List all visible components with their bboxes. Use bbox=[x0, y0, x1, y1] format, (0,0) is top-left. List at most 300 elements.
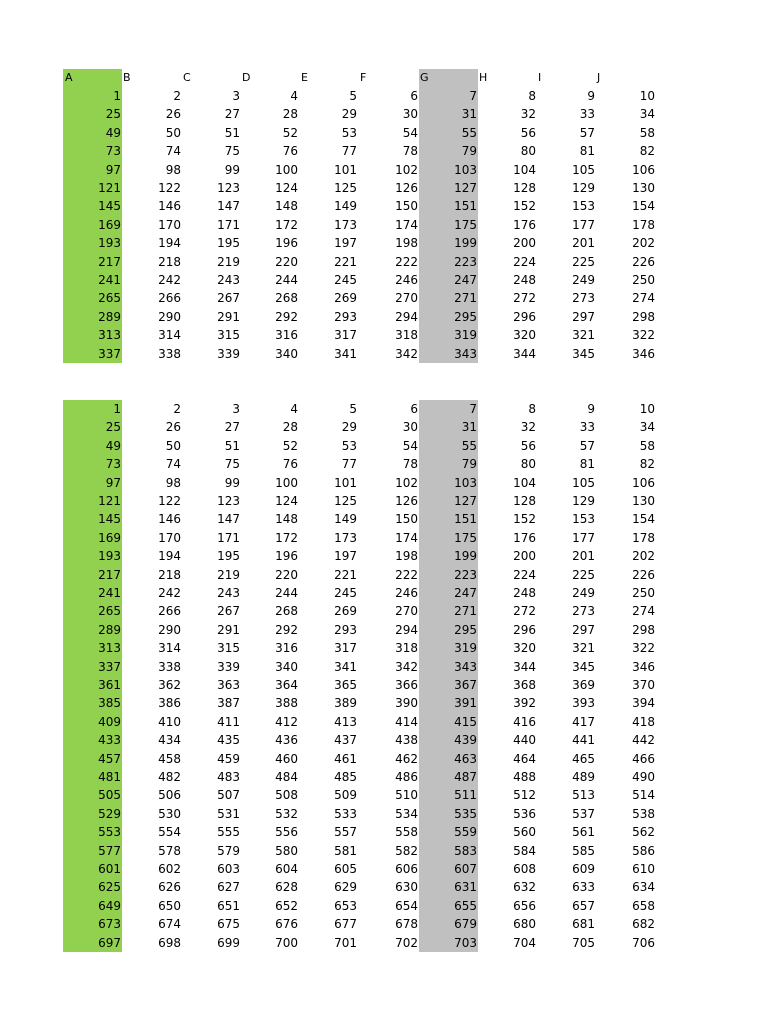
table1-cell[interactable]: 271 bbox=[454, 291, 477, 306]
table1-cell[interactable]: 29 bbox=[341, 107, 357, 122]
table1-cell[interactable]: 199 bbox=[454, 236, 477, 251]
table2-cell[interactable]: 681 bbox=[572, 917, 595, 932]
table1-cell[interactable]: 273 bbox=[572, 291, 595, 306]
table1-cell[interactable]: 123 bbox=[217, 181, 240, 195]
table2-cell[interactable]: 266 bbox=[158, 604, 181, 619]
table2-cell[interactable]: 554 bbox=[158, 825, 181, 840]
table1-cell[interactable]: 290 bbox=[158, 309, 181, 324]
table1-cell[interactable]: 9 bbox=[587, 89, 595, 103]
table1-cell[interactable]: 218 bbox=[158, 254, 181, 269]
table2-cell[interactable]: 149 bbox=[334, 512, 357, 527]
table1-cell[interactable]: 30 bbox=[402, 107, 418, 122]
table2-cell[interactable]: 245 bbox=[334, 586, 357, 600]
table2-cell[interactable]: 368 bbox=[513, 678, 536, 692]
table1-cell[interactable]: 32 bbox=[520, 107, 536, 122]
table1-cell[interactable]: 267 bbox=[217, 291, 240, 306]
table2-cell[interactable]: 292 bbox=[275, 622, 298, 637]
table2-cell[interactable]: 270 bbox=[395, 604, 418, 619]
table2-cell[interactable]: 246 bbox=[395, 586, 418, 600]
table2-cell[interactable]: 699 bbox=[217, 935, 240, 950]
table2-cell[interactable]: 294 bbox=[395, 622, 418, 637]
table2-cell[interactable]: 295 bbox=[454, 622, 477, 637]
table1-cell[interactable]: 175 bbox=[454, 217, 477, 232]
table1-cell[interactable]: 339 bbox=[217, 346, 240, 361]
table2-cell[interactable]: 631 bbox=[454, 880, 477, 895]
table1-cell[interactable]: 149 bbox=[334, 199, 357, 214]
table2-cell[interactable]: 678 bbox=[395, 917, 418, 932]
table2-cell[interactable]: 538 bbox=[632, 806, 655, 821]
table2-cell[interactable]: 652 bbox=[275, 898, 298, 913]
table1-cell[interactable]: 98 bbox=[165, 162, 181, 177]
table2-cell[interactable]: 154 bbox=[632, 512, 655, 527]
table2-cell[interactable]: 106 bbox=[632, 475, 655, 490]
table2-cell[interactable]: 484 bbox=[275, 770, 298, 784]
table2-cell[interactable]: 363 bbox=[217, 678, 240, 692]
table2-cell[interactable]: 54 bbox=[402, 438, 418, 453]
table2-cell[interactable]: 415 bbox=[454, 714, 477, 729]
table2-cell[interactable]: 123 bbox=[217, 494, 240, 508]
table1-cell[interactable]: 77 bbox=[341, 144, 357, 159]
table2-cell[interactable]: 121 bbox=[98, 494, 121, 508]
table2-cell[interactable]: 437 bbox=[334, 733, 357, 748]
table2-cell[interactable]: 677 bbox=[334, 917, 357, 932]
table1-cell[interactable]: 54 bbox=[402, 125, 418, 140]
table2-cell[interactable]: 385 bbox=[98, 696, 121, 711]
table1-cell[interactable]: 151 bbox=[454, 199, 477, 214]
table1-cell[interactable]: 79 bbox=[461, 144, 477, 159]
table1-cell[interactable]: 243 bbox=[217, 273, 240, 287]
table2-cell[interactable]: 32 bbox=[520, 420, 536, 435]
table1-cell[interactable]: 100 bbox=[275, 162, 298, 177]
table2-cell[interactable]: 679 bbox=[454, 917, 477, 932]
table2-cell[interactable]: 150 bbox=[395, 512, 418, 527]
table2-cell[interactable]: 272 bbox=[513, 604, 536, 619]
table2-cell[interactable]: 490 bbox=[632, 770, 655, 784]
table2-cell[interactable]: 73 bbox=[105, 457, 121, 472]
table1-cell[interactable]: 201 bbox=[572, 236, 595, 251]
table1-cell[interactable]: 241 bbox=[98, 273, 121, 287]
table2-cell[interactable]: 577 bbox=[98, 843, 121, 858]
table1-cell[interactable]: 3 bbox=[232, 89, 240, 103]
table2-cell[interactable]: 197 bbox=[334, 549, 357, 564]
table2-cell[interactable]: 459 bbox=[217, 751, 240, 766]
table2-cell[interactable]: 579 bbox=[217, 843, 240, 858]
table2-cell[interactable]: 242 bbox=[158, 586, 181, 600]
table2-cell[interactable]: 704 bbox=[513, 935, 536, 950]
table2-cell[interactable]: 226 bbox=[632, 567, 655, 582]
table2-cell[interactable]: 125 bbox=[334, 494, 357, 508]
table2-cell[interactable]: 34 bbox=[639, 420, 655, 435]
table2-cell[interactable]: 555 bbox=[217, 825, 240, 840]
table1-cell[interactable]: 56 bbox=[520, 125, 536, 140]
table2-cell[interactable]: 532 bbox=[275, 806, 298, 821]
table2-cell[interactable]: 101 bbox=[334, 475, 357, 490]
table1-cell[interactable]: 292 bbox=[275, 309, 298, 324]
table2-cell[interactable]: 530 bbox=[158, 806, 181, 821]
table1-cell[interactable]: 298 bbox=[632, 309, 655, 324]
table1-cell[interactable]: 124 bbox=[275, 181, 298, 195]
table2-cell[interactable]: 653 bbox=[334, 898, 357, 913]
table2-cell[interactable]: 247 bbox=[454, 586, 477, 600]
table1-cell[interactable]: 249 bbox=[572, 273, 595, 287]
table2-cell[interactable]: 413 bbox=[334, 714, 357, 729]
table2-cell[interactable]: 700 bbox=[275, 935, 298, 950]
table2-cell[interactable]: 533 bbox=[334, 806, 357, 821]
table2-cell[interactable]: 224 bbox=[513, 567, 536, 582]
table2-cell[interactable]: 418 bbox=[632, 714, 655, 729]
table2-cell[interactable]: 222 bbox=[395, 567, 418, 582]
table2-cell[interactable]: 322 bbox=[632, 641, 655, 656]
table2-cell[interactable]: 153 bbox=[572, 512, 595, 527]
table2-cell[interactable]: 49 bbox=[105, 438, 121, 453]
table2-cell[interactable]: 675 bbox=[217, 917, 240, 932]
table1-cell[interactable]: 52 bbox=[282, 125, 298, 140]
table1-cell[interactable]: 78 bbox=[402, 144, 418, 159]
table2-cell[interactable]: 414 bbox=[395, 714, 418, 729]
table2-cell[interactable]: 388 bbox=[275, 696, 298, 711]
table2-cell[interactable]: 195 bbox=[217, 549, 240, 564]
table2-cell[interactable]: 676 bbox=[275, 917, 298, 932]
table2-cell[interactable]: 537 bbox=[572, 806, 595, 821]
table2-cell[interactable]: 362 bbox=[158, 678, 181, 692]
table2-cell[interactable]: 58 bbox=[639, 438, 655, 453]
table2-cell[interactable]: 291 bbox=[217, 622, 240, 637]
table2-cell[interactable]: 634 bbox=[632, 880, 655, 895]
table1-cell[interactable]: 321 bbox=[572, 328, 595, 343]
table1-cell[interactable]: 177 bbox=[572, 217, 595, 232]
table1-cell[interactable]: 8 bbox=[528, 89, 536, 103]
table1-cell[interactable]: 221 bbox=[334, 254, 357, 269]
table2-cell[interactable]: 28 bbox=[282, 420, 298, 435]
table2-cell[interactable]: 129 bbox=[572, 494, 595, 508]
table2-cell[interactable]: 340 bbox=[275, 659, 298, 674]
table2-cell[interactable]: 370 bbox=[632, 678, 655, 692]
table2-cell[interactable]: 126 bbox=[395, 494, 418, 508]
table2-cell[interactable]: 27 bbox=[224, 420, 240, 435]
table1-cell[interactable]: 346 bbox=[632, 346, 655, 361]
table1-cell[interactable]: 220 bbox=[275, 254, 298, 269]
table2-cell[interactable]: 463 bbox=[454, 751, 477, 766]
table2-cell[interactable]: 314 bbox=[158, 641, 181, 656]
table1-cell[interactable]: 7 bbox=[469, 89, 477, 103]
table2-cell[interactable]: 583 bbox=[454, 843, 477, 858]
table2-cell[interactable]: 289 bbox=[98, 622, 121, 637]
table2-cell[interactable]: 175 bbox=[454, 530, 477, 545]
table1-cell[interactable]: 316 bbox=[275, 328, 298, 343]
table2-cell[interactable]: 293 bbox=[334, 622, 357, 637]
table2-cell[interactable]: 130 bbox=[632, 494, 655, 508]
table2-cell[interactable]: 409 bbox=[98, 714, 121, 729]
table1-cell[interactable]: 246 bbox=[395, 273, 418, 287]
table1-cell[interactable]: 315 bbox=[217, 328, 240, 343]
table2-cell[interactable]: 464 bbox=[513, 751, 536, 766]
table1-cell[interactable]: 28 bbox=[282, 107, 298, 122]
table2-cell[interactable]: 176 bbox=[513, 530, 536, 545]
table2-cell[interactable]: 607 bbox=[454, 862, 477, 876]
table2-cell[interactable]: 605 bbox=[334, 862, 357, 876]
table1-cell[interactable]: 31 bbox=[461, 107, 477, 122]
table1-cell[interactable]: 55 bbox=[461, 125, 477, 140]
table2-cell[interactable]: 249 bbox=[572, 586, 595, 600]
table2-cell[interactable]: 274 bbox=[632, 604, 655, 619]
table1-cell[interactable]: 297 bbox=[572, 309, 595, 324]
table2-cell[interactable]: 673 bbox=[98, 917, 121, 932]
table1-cell[interactable]: 198 bbox=[395, 236, 418, 251]
table2-cell[interactable]: 556 bbox=[275, 825, 298, 840]
table2-cell[interactable]: 81 bbox=[579, 457, 595, 472]
table2-cell[interactable]: 649 bbox=[98, 898, 121, 913]
table1-cell[interactable]: 317 bbox=[334, 328, 357, 343]
table2-cell[interactable]: 290 bbox=[158, 622, 181, 637]
table2-cell[interactable]: 442 bbox=[632, 733, 655, 748]
table1-cell[interactable]: 49 bbox=[105, 125, 121, 140]
table1-cell[interactable]: 82 bbox=[639, 144, 655, 159]
table2-cell[interactable]: 243 bbox=[217, 586, 240, 600]
table2-cell[interactable]: 341 bbox=[334, 659, 357, 674]
table1-cell[interactable]: 322 bbox=[632, 328, 655, 343]
table2-cell[interactable]: 650 bbox=[158, 898, 181, 913]
table1-cell[interactable]: 178 bbox=[632, 217, 655, 232]
table2-cell[interactable]: 390 bbox=[395, 696, 418, 711]
table2-cell[interactable]: 320 bbox=[513, 641, 536, 656]
table2-cell[interactable]: 629 bbox=[334, 880, 357, 895]
table2-cell[interactable]: 559 bbox=[454, 825, 477, 840]
table1-cell[interactable]: 34 bbox=[639, 107, 655, 122]
table2-cell[interactable]: 483 bbox=[217, 770, 240, 784]
table2-cell[interactable]: 196 bbox=[275, 549, 298, 564]
table2-cell[interactable]: 100 bbox=[275, 475, 298, 490]
table2-cell[interactable]: 361 bbox=[98, 678, 121, 692]
table1-cell[interactable]: 247 bbox=[454, 273, 477, 287]
table2-cell[interactable]: 339 bbox=[217, 659, 240, 674]
table1-cell[interactable]: 265 bbox=[98, 291, 121, 306]
table2-cell[interactable]: 705 bbox=[572, 935, 595, 950]
table2-cell[interactable]: 223 bbox=[454, 567, 477, 582]
table2-cell[interactable]: 29 bbox=[341, 420, 357, 435]
table2-cell[interactable]: 6 bbox=[410, 402, 418, 416]
table1-cell[interactable]: 222 bbox=[395, 254, 418, 269]
table2-cell[interactable]: 99 bbox=[224, 475, 240, 490]
table2-cell[interactable]: 344 bbox=[513, 659, 536, 674]
table1-cell[interactable]: 289 bbox=[98, 309, 121, 324]
table1-cell[interactable]: 244 bbox=[275, 273, 298, 287]
table1-cell[interactable]: 295 bbox=[454, 309, 477, 324]
table2-cell[interactable]: 536 bbox=[513, 806, 536, 821]
table1-cell[interactable]: 10 bbox=[639, 89, 655, 103]
table1-cell[interactable]: 196 bbox=[275, 236, 298, 251]
table1-cell[interactable]: 106 bbox=[632, 162, 655, 177]
table2-cell[interactable]: 265 bbox=[98, 604, 121, 619]
table1-cell[interactable]: 27 bbox=[224, 107, 240, 122]
table1-cell[interactable]: 217 bbox=[98, 254, 121, 269]
table2-cell[interactable]: 411 bbox=[217, 714, 240, 729]
table1-cell[interactable]: 1 bbox=[113, 89, 121, 103]
table2-cell[interactable]: 703 bbox=[454, 935, 477, 950]
table1-cell[interactable]: 266 bbox=[158, 291, 181, 306]
table1-cell[interactable]: 103 bbox=[454, 162, 477, 177]
table2-cell[interactable]: 97 bbox=[105, 475, 121, 490]
table2-cell[interactable]: 482 bbox=[158, 770, 181, 784]
table1-cell[interactable]: 274 bbox=[632, 291, 655, 306]
table1-cell[interactable]: 121 bbox=[98, 181, 121, 195]
table2-cell[interactable]: 169 bbox=[98, 530, 121, 545]
table2-cell[interactable]: 441 bbox=[572, 733, 595, 748]
table2-cell[interactable]: 366 bbox=[395, 678, 418, 692]
table2-cell[interactable]: 584 bbox=[513, 843, 536, 858]
table1-cell[interactable]: 173 bbox=[334, 217, 357, 232]
table2-cell[interactable]: 656 bbox=[513, 898, 536, 913]
table1-cell[interactable]: 99 bbox=[224, 162, 240, 177]
table2-cell[interactable]: 225 bbox=[572, 567, 595, 582]
table2-cell[interactable]: 105 bbox=[572, 475, 595, 490]
table2-cell[interactable]: 434 bbox=[158, 733, 181, 748]
table2-cell[interactable]: 529 bbox=[98, 806, 121, 821]
table2-cell[interactable]: 52 bbox=[282, 438, 298, 453]
table1-cell[interactable]: 313 bbox=[98, 328, 121, 343]
table1-cell[interactable]: 50 bbox=[165, 125, 181, 140]
table2-cell[interactable]: 174 bbox=[395, 530, 418, 545]
table1-cell[interactable]: 193 bbox=[98, 236, 121, 251]
table2-cell[interactable]: 201 bbox=[572, 549, 595, 564]
table2-cell[interactable]: 80 bbox=[520, 457, 536, 472]
table2-cell[interactable]: 578 bbox=[158, 843, 181, 858]
table2-cell[interactable]: 657 bbox=[572, 898, 595, 913]
table2-cell[interactable]: 466 bbox=[632, 751, 655, 766]
table2-cell[interactable]: 1 bbox=[113, 402, 121, 416]
table1-cell[interactable]: 57 bbox=[579, 125, 595, 140]
table1-cell[interactable]: 146 bbox=[158, 199, 181, 214]
table1-cell[interactable]: 73 bbox=[105, 144, 121, 159]
table1-cell[interactable]: 130 bbox=[632, 181, 655, 195]
table2-cell[interactable]: 389 bbox=[334, 696, 357, 711]
table2-cell[interactable]: 241 bbox=[98, 586, 121, 600]
table2-cell[interactable]: 460 bbox=[275, 751, 298, 766]
table2-cell[interactable]: 658 bbox=[632, 898, 655, 913]
table1-cell[interactable]: 318 bbox=[395, 328, 418, 343]
table2-cell[interactable]: 438 bbox=[395, 733, 418, 748]
table1-cell[interactable]: 148 bbox=[275, 199, 298, 214]
table2-cell[interactable]: 338 bbox=[158, 659, 181, 674]
table2-cell[interactable]: 561 bbox=[572, 825, 595, 840]
table2-cell[interactable]: 512 bbox=[513, 788, 536, 803]
table2-cell[interactable]: 75 bbox=[224, 457, 240, 472]
table1-cell[interactable]: 76 bbox=[282, 144, 298, 159]
table2-cell[interactable]: 487 bbox=[454, 770, 477, 784]
table2-cell[interactable]: 535 bbox=[454, 806, 477, 821]
table1-cell[interactable]: 150 bbox=[395, 199, 418, 214]
table2-cell[interactable]: 392 bbox=[513, 696, 536, 711]
table2-cell[interactable]: 26 bbox=[165, 420, 181, 435]
table1-cell[interactable]: 125 bbox=[334, 181, 357, 195]
table2-cell[interactable]: 633 bbox=[572, 880, 595, 895]
table1-cell[interactable]: 105 bbox=[572, 162, 595, 177]
table2-cell[interactable]: 297 bbox=[572, 622, 595, 637]
table2-cell[interactable]: 273 bbox=[572, 604, 595, 619]
table1-cell[interactable]: 26 bbox=[165, 107, 181, 122]
table2-cell[interactable]: 457 bbox=[98, 751, 121, 766]
table1-cell[interactable]: 5 bbox=[349, 89, 357, 103]
table1-cell[interactable]: 176 bbox=[513, 217, 536, 232]
table2-cell[interactable]: 221 bbox=[334, 567, 357, 582]
table2-cell[interactable]: 394 bbox=[632, 696, 655, 711]
table1-cell[interactable]: 74 bbox=[165, 144, 181, 159]
table2-cell[interactable]: 50 bbox=[165, 438, 181, 453]
table2-cell[interactable]: 655 bbox=[454, 898, 477, 913]
table1-cell[interactable]: 195 bbox=[217, 236, 240, 251]
table2-cell[interactable]: 433 bbox=[98, 733, 121, 748]
table2-cell[interactable]: 146 bbox=[158, 512, 181, 527]
table1-cell[interactable]: 314 bbox=[158, 328, 181, 343]
table2-cell[interactable]: 318 bbox=[395, 641, 418, 656]
table2-cell[interactable]: 269 bbox=[334, 604, 357, 619]
table1-cell[interactable]: 320 bbox=[513, 328, 536, 343]
table2-cell[interactable]: 461 bbox=[334, 751, 357, 766]
table2-cell[interactable]: 57 bbox=[579, 438, 595, 453]
table2-cell[interactable]: 698 bbox=[158, 935, 181, 950]
table2-cell[interactable]: 82 bbox=[639, 457, 655, 472]
table2-cell[interactable]: 603 bbox=[217, 862, 240, 876]
table1-cell[interactable]: 6 bbox=[410, 89, 418, 103]
table2-cell[interactable]: 417 bbox=[572, 714, 595, 729]
table2-cell[interactable]: 585 bbox=[572, 843, 595, 858]
table2-cell[interactable]: 346 bbox=[632, 659, 655, 674]
table2-cell[interactable]: 365 bbox=[334, 678, 357, 692]
table1-cell[interactable]: 81 bbox=[579, 144, 595, 159]
table2-cell[interactable]: 170 bbox=[158, 530, 181, 545]
table2-cell[interactable]: 488 bbox=[513, 770, 536, 784]
table1-cell[interactable]: 269 bbox=[334, 291, 357, 306]
table1-cell[interactable]: 268 bbox=[275, 291, 298, 306]
table2-cell[interactable]: 367 bbox=[454, 678, 477, 692]
table2-cell[interactable]: 481 bbox=[98, 770, 121, 784]
table1-cell[interactable]: 248 bbox=[513, 273, 536, 287]
table2-cell[interactable]: 128 bbox=[513, 494, 536, 508]
table2-cell[interactable]: 103 bbox=[454, 475, 477, 490]
table2-cell[interactable]: 651 bbox=[217, 898, 240, 913]
table2-cell[interactable]: 558 bbox=[395, 825, 418, 840]
table2-cell[interactable]: 267 bbox=[217, 604, 240, 619]
table1-cell[interactable]: 153 bbox=[572, 199, 595, 214]
table2-cell[interactable]: 505 bbox=[98, 788, 121, 803]
table2-cell[interactable]: 489 bbox=[572, 770, 595, 784]
table1-cell[interactable]: 152 bbox=[513, 199, 536, 214]
table2-cell[interactable]: 531 bbox=[217, 806, 240, 821]
table1-cell[interactable]: 25 bbox=[105, 107, 121, 122]
table2-cell[interactable]: 364 bbox=[275, 678, 298, 692]
table2-cell[interactable]: 508 bbox=[275, 788, 298, 803]
table2-cell[interactable]: 513 bbox=[572, 788, 595, 803]
table1-cell[interactable]: 338 bbox=[158, 346, 181, 361]
table2-cell[interactable]: 387 bbox=[217, 696, 240, 711]
table2-cell[interactable]: 321 bbox=[572, 641, 595, 656]
table1-cell[interactable]: 102 bbox=[395, 162, 418, 177]
table1-cell[interactable]: 245 bbox=[334, 273, 357, 287]
table2-cell[interactable]: 386 bbox=[158, 696, 181, 711]
table2-cell[interactable]: 2 bbox=[173, 402, 181, 416]
table2-cell[interactable]: 53 bbox=[341, 438, 357, 453]
table2-cell[interactable]: 4 bbox=[290, 402, 298, 416]
table1-cell[interactable]: 296 bbox=[513, 309, 536, 324]
table2-cell[interactable]: 534 bbox=[395, 806, 418, 821]
table2-cell[interactable]: 250 bbox=[632, 586, 655, 600]
table1-cell[interactable]: 219 bbox=[217, 254, 240, 269]
table2-cell[interactable]: 55 bbox=[461, 438, 477, 453]
table2-cell[interactable]: 200 bbox=[513, 549, 536, 564]
table2-cell[interactable]: 248 bbox=[513, 586, 536, 600]
table2-cell[interactable]: 510 bbox=[395, 788, 418, 803]
table1-cell[interactable]: 319 bbox=[454, 328, 477, 343]
table2-cell[interactable]: 172 bbox=[275, 530, 298, 545]
